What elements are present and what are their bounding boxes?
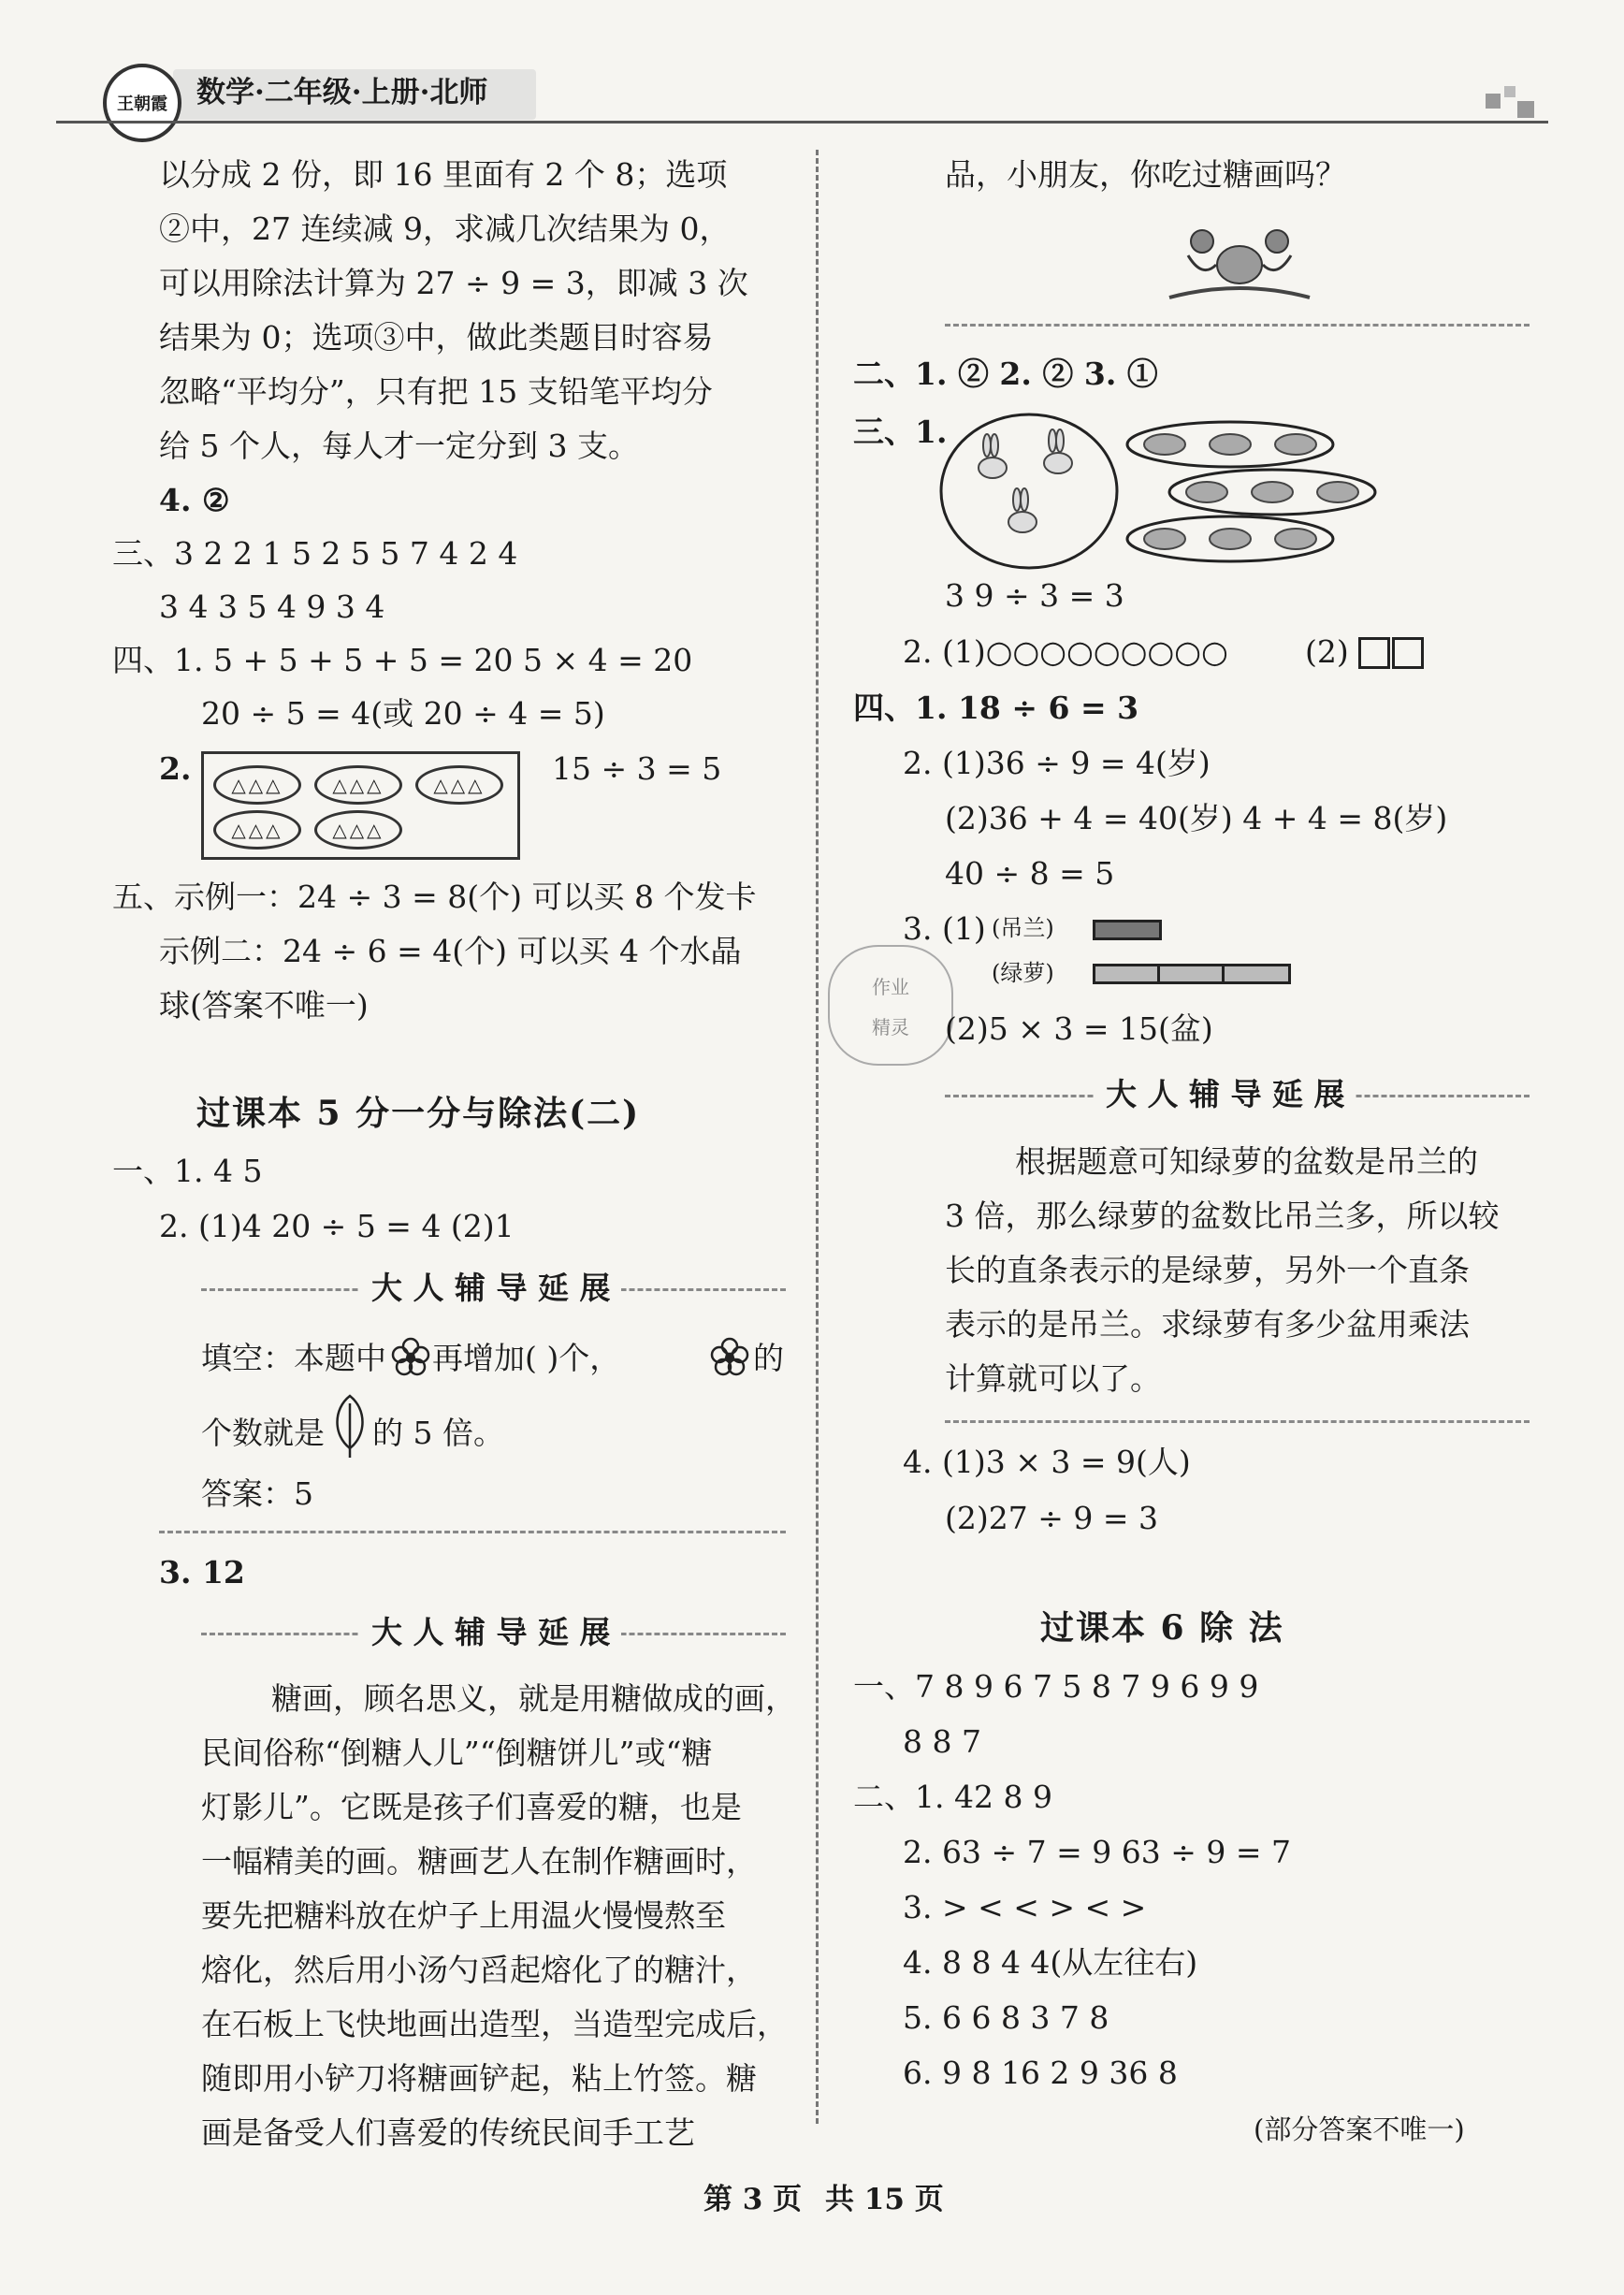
answer-label: 2. [159,750,192,787]
dashed-rule [945,324,1530,327]
fill-text: 再增加( )个， [432,1340,621,1376]
answer-line: 4. 8 8 4 4(从左往右) [903,1944,1198,1981]
answer-line: 3. 12 [159,1554,245,1591]
answer-line: 6. 9 8 16 2 9 36 8 [903,2055,1178,2091]
answer-line: 5. 6 6 8 3 7 8 [903,1999,1109,2036]
square-shape [1358,637,1390,669]
answer-line: 一、1. 4 5 [112,1153,263,1189]
triangle-group: △△△ [314,810,402,850]
answer-line: 2. 63 ÷ 7 = 9 63 ÷ 9 = 7 [903,1834,1291,1870]
answer-line: (2)36 + 4 = 40(岁) 4 + 4 = 8(岁) [945,800,1448,836]
page-total: 共 15 页 [825,2183,944,2216]
fill-text: 填空：本题中 [201,1340,386,1376]
answer-line: 四、1. 5 + 5 + 5 + 5 = 20 5 × 4 = 20 [112,642,693,678]
paragraph-line: 根据题意可知绿萝的盆数是吊兰的 [1015,1143,1478,1180]
bar-label: (吊兰) [992,915,1054,941]
paragraph-line: ②中，27 连续减 9，求减几次结果为 0， [159,211,731,247]
answer-line: 三、3 2 2 1 5 2 5 5 7 4 2 4 [112,535,518,572]
publisher-logo [103,64,181,142]
answer-line: 15 ÷ 3 = 5 [552,750,722,787]
triangle-group: △△△ [415,765,503,805]
triangle-group: △△△ [213,810,301,850]
answer-line: (2) [1305,633,1349,670]
paragraph-line: 随即用小铲刀将糖画铲起，粘上竹签。糖 [201,2060,757,2097]
answer-line: 2. (1)36 ÷ 9 = 4(岁) [903,745,1211,781]
answer-label: 三、1. [853,414,948,450]
paragraph-line: 3 倍，那么绿萝的盆数比吊兰多，所以较 [945,1198,1500,1234]
page-number: 第 3 页 [703,2183,803,2216]
header-title: 数学·二年级·上册·北师 [196,76,488,109]
corner-mark [1486,94,1501,109]
corner-mark [1504,86,1515,97]
answer-line: 40 ÷ 8 = 5 [945,855,1115,892]
paragraph-line: 在石板上飞快地画出造型，当造型完成后， [201,2006,788,2042]
rabbit-group-circle [938,412,1121,571]
extension-title: 大 人 辅 导 延 展 [1095,1079,1356,1110]
extension-title: 大 人 辅 导 延 展 [360,1617,621,1648]
answer-line: 20 ÷ 5 = 4(或 20 ÷ 4 = 5) [201,695,605,732]
answer-line: 8 8 7 [903,1723,981,1760]
answer-line: 示例二：24 ÷ 6 = 4(个) 可以买 4 个水晶 [159,933,742,969]
answer-line: 2. (1)○○○○○○○○○ [903,633,1228,670]
stamp-text: 作业 [872,975,909,998]
answer-line: 3 4 3 5 4 9 3 4 [159,588,385,625]
answer-line: 3. > < < > < > [903,1889,1147,1925]
corner-mark [1517,101,1534,118]
paragraph-line: 熔化，然后用小汤勺舀起熔化了的糖汁， [201,1952,757,1988]
bar-divider [1222,964,1225,984]
answer-line: 二、1. 42 8 9 [853,1779,1052,1815]
dashed-rule [945,1420,1530,1423]
flower-icon [389,1336,432,1379]
answer-line: 四、1. 18 ÷ 6 = 3 [853,690,1139,726]
paragraph-line: 灯影儿”。它既是孩子们喜爱的糖，也是 [201,1789,742,1825]
fill-text: 的 5 倍。 [372,1415,504,1451]
paragraph-line: 给 5 个人，每人才一定分到 3 支。 [159,428,639,464]
answer-line: 3. (1) [903,910,986,947]
paragraph-line: 要先把糖料放在炉子上用温火慢慢熬至 [201,1897,726,1934]
paragraph-line: 品，小朋友，你吃过糖画吗？ [945,156,1346,193]
fill-text: 的 [753,1340,784,1376]
square-shape [1392,637,1424,669]
watermark-stamp [828,945,953,1066]
answer-line: 3 9 ÷ 3 = 3 [945,577,1124,614]
answer-line: 4. (1)3 × 3 = 9(人) [903,1444,1191,1480]
triangle-grouping-diagram [201,751,520,860]
fill-text: 答案：5 [201,1475,313,1512]
column-divider [816,150,819,2124]
paragraph-line: 表示的是吊兰。求绿萝有多少盆用乘法 [945,1306,1470,1343]
triangle-group: △△△ [314,765,402,805]
lesson-title: 过课本 6 除 法 [1040,1608,1284,1648]
answer-line: (2)5 × 3 = 15(盆) [945,1010,1213,1047]
bar-label: (绿萝) [992,960,1054,986]
paragraph-line: 一幅精美的画。糖画艺人在制作糖画时， [201,1843,757,1880]
sugar-painting-illustration [1160,213,1319,307]
answer-line: (2)27 ÷ 9 = 3 [945,1500,1158,1536]
paragraph-line: 画是备受人们喜爱的传统民间手工艺 [201,2114,695,2151]
paragraph-line: 可以用除法计算为 27 ÷ 9 = 3，即减 3 次 [159,265,748,301]
answer-line: 4. ② [159,482,230,518]
diaolan-bar [1093,920,1162,940]
extension-title: 大 人 辅 导 延 展 [360,1272,621,1303]
flower-icon [708,1336,751,1379]
paragraph-line: 糖画，顾名思义，就是用糖做成的画， [271,1680,796,1717]
paragraph-line: 民间俗称“倒糖人儿”“倒糖饼儿”或“糖 [201,1735,713,1771]
turtle-groups [1123,419,1380,569]
header-rule [56,121,1548,123]
paragraph-line: 结果为 0；选项③中，做此类题目时容易 [159,319,714,356]
paragraph-line: 长的直条表示的是绿萝，另外一个直条 [945,1252,1470,1288]
fill-text: 个数就是 [201,1415,325,1451]
leaf-icon [329,1392,370,1460]
triangle-group: △△△ [213,765,301,805]
paragraph-line: 计算就可以了。 [945,1360,1161,1397]
answer-line: 一、7 8 9 6 7 5 8 7 9 6 9 9 [853,1668,1259,1705]
answer-line: 球(答案不唯一) [159,987,369,1024]
stamp-text: 精灵 [872,1015,909,1039]
bar-divider [1157,964,1160,984]
logo-text: 王朝霞 [117,94,167,114]
note-text: (部分答案不唯一) [1254,2113,1465,2145]
paragraph-line: 以分成 2 份，即 16 里面有 2 个 8；选项 [159,156,728,193]
answer-line: 二、1. ② 2. ② 3. ① [853,356,1158,392]
dashed-rule [159,1531,786,1533]
paragraph-line: 忽略“平均分”，只有把 15 支铅笔平均分 [159,373,713,410]
lvluo-bar [1093,964,1291,984]
answer-line: 2. (1)4 20 ÷ 5 = 4 (2)1 [159,1208,515,1244]
answer-line: 五、示例一：24 ÷ 3 = 8(个) 可以买 8 个发卡 [112,879,757,915]
lesson-title: 过课本 5 分一分与除法(二) [196,1094,641,1133]
